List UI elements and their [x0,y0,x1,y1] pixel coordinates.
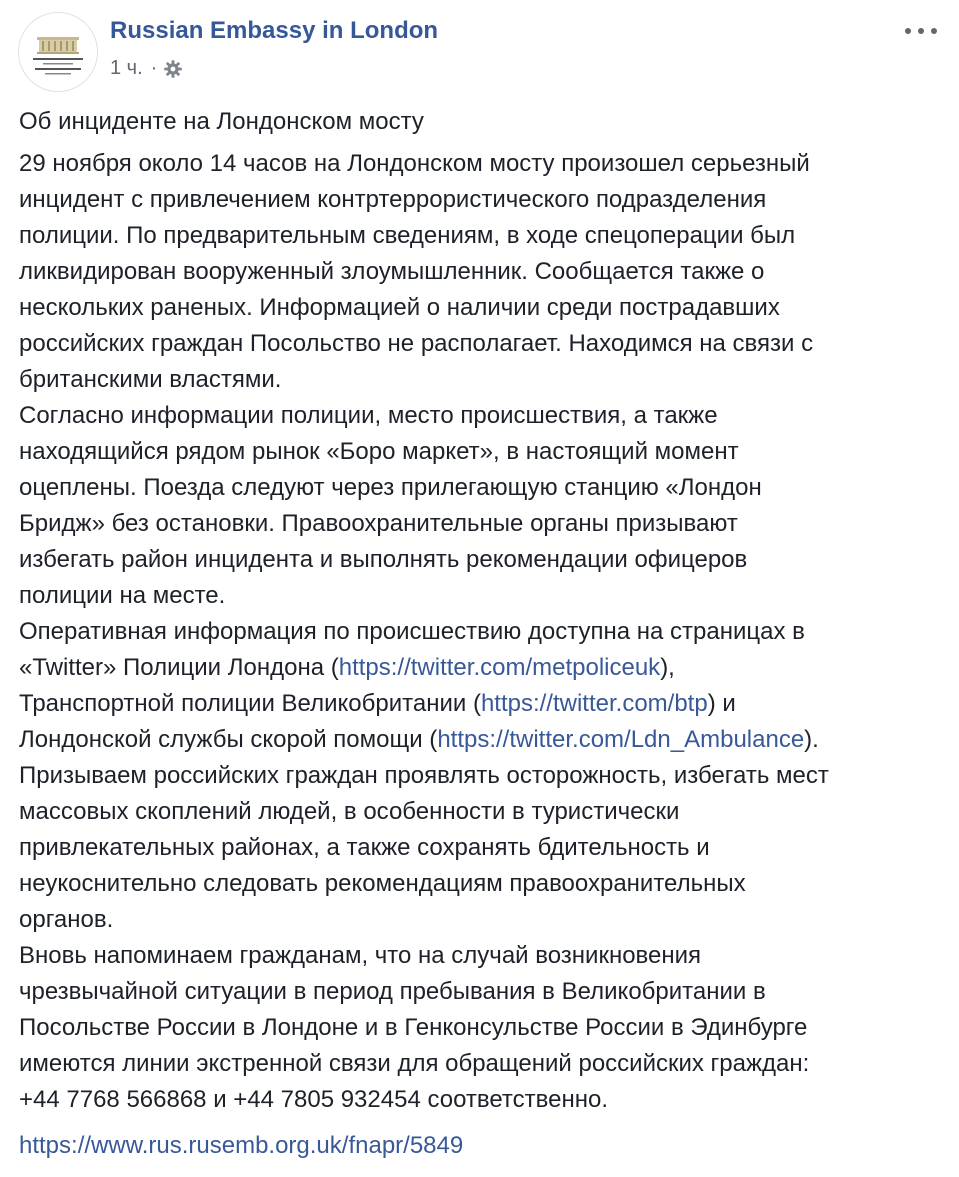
source-link-line [19,1128,949,1164]
more-horizontal-icon[interactable] [905,26,937,36]
text-line: Согласно информации полиции, место происшествия, а также [19,402,718,429]
text-line: избегать район инцидента и выполнять рекомендации офицеров [19,546,748,573]
source-link[interactable]: https://www.rus.rusemb.org.uk/fnapr/5849 [19,1132,464,1159]
text-span: Лондонской службы скорой помощи ( [19,726,438,753]
paragraph-3 [19,614,949,758]
post-timestamp[interactable]: 1 ч. [110,57,143,79]
post-body [19,104,949,1164]
text-span: ), [660,654,675,681]
text-line: британскими властями. [19,366,282,393]
text-line: полиции на месте. [19,582,226,609]
embassy-logo-icon [19,13,97,91]
text-span: Транспортной полиции Великобритании ( [19,690,481,717]
text-line [19,722,949,758]
paragraph-5 [19,938,949,1118]
btp-twitter-link[interactable]: https://twitter.com/btp [480,690,708,717]
paragraph-1 [19,146,949,398]
text-line: +44 7768 566868 и +44 7805 932454 соответственно. [19,1086,608,1113]
paragraph-2 [19,398,949,614]
post-title: Об инциденте на Лондонском мосту [19,108,424,135]
text-span: ) и [707,690,736,717]
text-line: Призываем российских граждан проявлять осторожность, избегать мест [19,762,829,789]
text-line: неукоснительно следовать рекомендациям правоохранительных [19,870,746,897]
text-line: оцеплены. Поезда следуют через прилегающую станцию «Лондон [19,474,762,501]
text-line: чрезвычайной ситуации в период пребывания в Великобритании в [19,978,766,1005]
text-line [19,650,949,686]
metpolice-twitter-link[interactable]: https://twitter.com/metpoliceuk [338,654,661,681]
text-line: полиции. По предварительным сведениям, в ходе спецоперации был [19,222,796,249]
text-line: инцидент с привлечением контртеррористического подразделения [19,186,767,213]
text-span: ). [804,726,819,753]
text-line: Вновь напоминаем гражданам, что на случай возникновения [19,942,702,969]
text-line: имеются линии экстренной связи для обращений российских граждан: [19,1050,810,1077]
text-line: ликвидирован вооруженный злоумышленник. Сообщается также о [19,258,765,285]
text-line: массовых скоплений людей, в особенности в туристически [19,798,680,825]
ambulance-twitter-link[interactable]: https://twitter.com/Ldn_Ambulance [437,726,805,753]
text-line: Бридж» без остановки. Правоохранительные органы призывают [19,510,738,537]
text-line: Оперативная информация по происшествию доступна на страницах в [19,618,805,645]
text-line: российских граждан Посольство не располагает. Находимся на связи с [19,330,814,357]
text-line: привлекательных районах, а также сохранять бдительность и [19,834,710,861]
text-line: органов. [19,906,114,933]
page-name-link[interactable]: Russian Embassy in London [110,17,439,44]
text-line [19,686,949,722]
text-line: Посольстве России в Лондоне и в Генконсульстве России в Эдинбурге [19,1014,808,1041]
paragraph-4 [19,758,949,938]
text-line: 29 ноября около 14 часов на Лондонском мосту произошел серьезный [19,150,810,177]
page-avatar[interactable] [18,12,98,92]
text-line: находящийся рядом рынок «Боро маркет», в настоящий момент [19,438,739,465]
gear-icon[interactable] [163,59,183,79]
text-span: «Twitter» Полиции Лондона ( [19,654,339,681]
post-meta [110,57,183,80]
meta-separator: · [150,57,158,79]
text-line: нескольких раненых. Информацией о наличии среди пострадавших [19,294,780,321]
